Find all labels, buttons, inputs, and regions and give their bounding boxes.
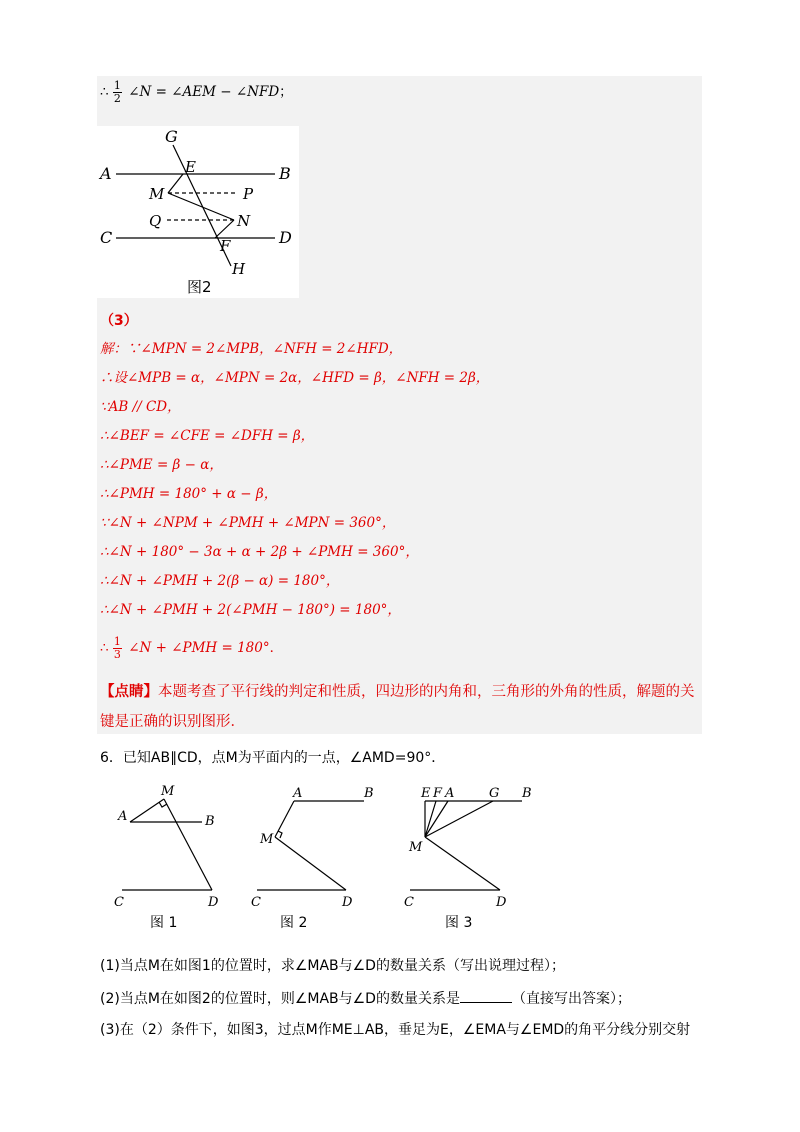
solution-step-5: ∴∠PME = β − α， — [100, 457, 223, 473]
fig1-label-A: A — [118, 809, 128, 824]
label-C: C — [100, 228, 113, 247]
label-H: H — [232, 260, 246, 278]
fraction-half — [113, 80, 122, 105]
fig1-label-M: M — [161, 784, 175, 799]
solution-step-7: ∵∠N + ∠NPM + ∠PMH + ∠MPN = 360°， — [100, 515, 396, 531]
label-D: D — [279, 228, 292, 247]
fig3-label-F: F — [433, 786, 443, 801]
label-A: A — [100, 164, 112, 183]
solution-step-2: ∴设∠MPB = α，∠MPN = 2α，∠HFD = β，∠NFH = 2β， — [100, 370, 490, 386]
therefore-symbol: ∴ — [100, 640, 109, 656]
figure-1-caption: 图 1 — [150, 915, 178, 931]
fig3-label-B: B — [522, 786, 532, 801]
fig2-label-M: M — [260, 832, 274, 847]
comment-tag: 【点睛】 — [100, 684, 158, 700]
solution-step-6: ∴∠PMH = 180° + α − β， — [100, 486, 278, 502]
answer-blank[interactable] — [460, 988, 512, 1003]
label-N: N — [237, 212, 251, 230]
fraction-denominator: 2 — [113, 92, 121, 105]
figure-2-caption: 图2 — [187, 278, 212, 296]
fig1-label-D: D — [208, 895, 219, 910]
fig3-label-M: M — [409, 840, 423, 855]
question-6-stem: 6．已知AB∥CD，点M为平面内的一点，∠AMD=90°． — [100, 750, 446, 766]
figure-2-caption-q6: 图 2 — [280, 915, 308, 931]
label-E: E — [185, 158, 196, 176]
comment-block — [100, 677, 700, 737]
solution-step-1: 解：∵∠MPN = 2∠MPB，∠NFH = 2∠HFD， — [100, 341, 403, 357]
label-G: G — [165, 127, 178, 146]
fig1-label-C: C — [114, 895, 124, 910]
solution-step-3: ∵AB // CD， — [100, 399, 181, 415]
fraction-numerator: 1 — [113, 635, 121, 648]
figure-2-diagram — [97, 126, 299, 298]
solution-step-8: ∴∠N + 180° − 3α + α + 2β + ∠PMH = 360°， — [100, 544, 419, 560]
part-2-suffix: （直接写出答案）； — [511, 991, 631, 1007]
punctuation: ； — [279, 84, 293, 100]
label-Q: Q — [149, 212, 162, 230]
fig2-label-A: A — [293, 786, 303, 801]
fig2-label-D: D — [342, 895, 353, 910]
fig2-label-C: C — [251, 895, 261, 910]
therefore-symbol: ∴ — [100, 84, 109, 100]
solution-line-half — [100, 80, 293, 105]
solution-step-4: ∴∠BEF = ∠CFE = ∠DFH = β， — [100, 428, 315, 444]
fig3-label-E: E — [421, 786, 431, 801]
fig1-label-B: B — [205, 814, 215, 829]
part-3-label: （3） — [100, 313, 138, 329]
question-6-part-3: (3)在（2）条件下，如图3，过点M作ME⊥AB，垂足为E，∠EMA与∠EMD的角平分线分别交射 — [100, 1022, 691, 1038]
comment-text: 本题考查了平行线的判定和性质，四边形的内角和，三角形的外角的性质，解题的关键是正确的识别图形． — [100, 684, 695, 730]
fraction-denominator: 3 — [113, 648, 121, 661]
fig3-label-A: A — [445, 786, 455, 801]
equation-text: ∠N + ∠PMH = 180° — [128, 640, 270, 656]
punctuation: ． — [269, 640, 284, 656]
fig2-label-B: B — [364, 786, 374, 801]
equation-text: ∠N = ∠AEM − ∠NFD — [128, 84, 280, 100]
label-P: P — [243, 185, 254, 203]
fig3-label-G: G — [489, 786, 500, 801]
solution-step-10: ∴∠N + ∠PMH + 2(∠PMH − 180°) = 180°， — [100, 602, 401, 618]
fig3-label-D: D — [496, 895, 507, 910]
fig3-label-C: C — [404, 895, 414, 910]
figure-3-caption: 图 3 — [445, 915, 473, 931]
solution-last-line — [100, 636, 283, 661]
label-F: F — [220, 237, 231, 255]
solution-step-9: ∴∠N + ∠PMH + 2(β − α) = 180°， — [100, 573, 340, 589]
part-2-text: (2)当点M在如图2的位置时，则∠MAB与∠D的数量关系是 — [100, 991, 460, 1007]
fraction-numerator: 1 — [113, 79, 121, 92]
question-6-part-1: (1)当点M在如图1的位置时，求∠MAB与∠D的数量关系（写出说理过程）； — [100, 958, 565, 974]
question-6-part-2 — [100, 988, 631, 1009]
label-M: M — [149, 185, 165, 203]
question-6-figures — [100, 780, 560, 940]
figure-2-box — [97, 126, 299, 298]
label-B: B — [279, 164, 291, 183]
fraction-third — [113, 636, 122, 661]
